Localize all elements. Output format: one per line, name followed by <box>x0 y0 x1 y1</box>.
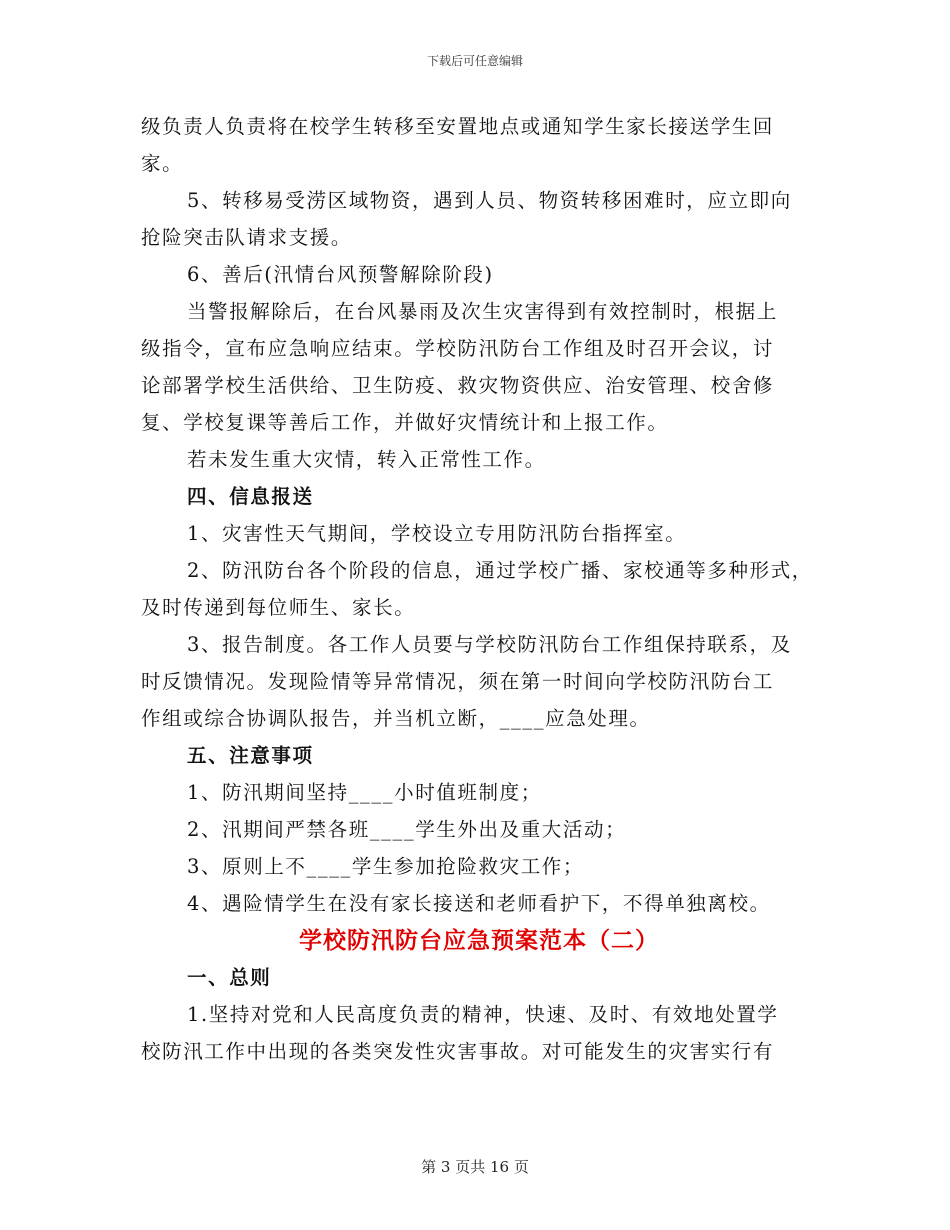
paragraph-line: 1、防汛期间坚持____小时值班制度； <box>187 781 542 804</box>
paragraph-line: 2、汛期间严禁各班____学生外出及重大活动； <box>187 818 627 841</box>
paragraph-line: 若未发生重大灾情，转入正常性工作。 <box>187 448 546 471</box>
section-heading: 四、信息报送 <box>187 485 314 508</box>
page-header: 下载后可任意编辑 <box>426 54 523 68</box>
paragraph-line: 级指令，宣布应急响应结束。学校防汛防台工作组及时召开会议，讨 <box>141 337 775 360</box>
paragraph-line: 3、报告制度。各工作人员要与学校防汛防台工作组保持联系，及 <box>187 633 792 656</box>
section-heading: 五、注意事项 <box>187 744 314 767</box>
paragraph-line: 4、遇险情学生在没有家长接送和老师看护下，不得单独离校。 <box>187 892 771 915</box>
page-footer: 第 3 页共 16 页 <box>421 1158 529 1176</box>
paragraph-line: 5、转移易受涝区域物资，遇到人员、物资转移困难时，应立即向 <box>187 189 792 212</box>
paragraph-line: 及时传递到每位师生、家长。 <box>141 596 416 619</box>
paragraph-line: 6、善后(汛情台风预警解除阶段) <box>187 263 494 286</box>
paragraph-line: 级负责人负责将在校学生转移至安置地点或通知学生家长接送学生回 <box>141 115 775 138</box>
paragraph-line: 3、原则上不____学生参加抢险救灾工作； <box>187 855 585 878</box>
paragraph-line: 时反馈情况。发现险情等异常情况，须在第一时间向学校防汛防台工 <box>141 670 775 693</box>
paragraph-line: 作组或综合协调队报告，并当机立断，____应急处理。 <box>141 707 651 730</box>
document-body <box>141 108 817 1070</box>
document-title: 学校防汛防台应急预案范本（二） <box>299 927 659 954</box>
paragraph-line: 2、防汛防台各个阶段的信息，通过学校广播、家校通等多种形式， <box>187 559 813 582</box>
section-heading: 一、总则 <box>187 966 272 989</box>
paragraph-line: 1.坚持对党和人民高度负责的精神，快速、及时、有效地处置学 <box>187 1003 779 1026</box>
paragraph-line: 校防汛工作中出现的各类突发性灾害事故。对可能发生的灾害实行有 <box>141 1040 775 1063</box>
paragraph-line: 复、学校复课等善后工作，并做好灾情统计和上报工作。 <box>141 411 669 434</box>
paragraph-line: 抢险突击队请求支援。 <box>141 226 353 249</box>
paragraph-line: 论部署学校生活供给、卫生防疫、救灾物资供应、治安管理、校舍修 <box>141 374 775 397</box>
paragraph-line: 家。 <box>141 152 184 175</box>
paragraph-line: 1、灾害性天气期间，学校设立专用防汛防台指挥室。 <box>187 522 687 545</box>
paragraph-line: 当警报解除后，在台风暴雨及次生灾害得到有效控制时，根据上 <box>187 300 778 323</box>
